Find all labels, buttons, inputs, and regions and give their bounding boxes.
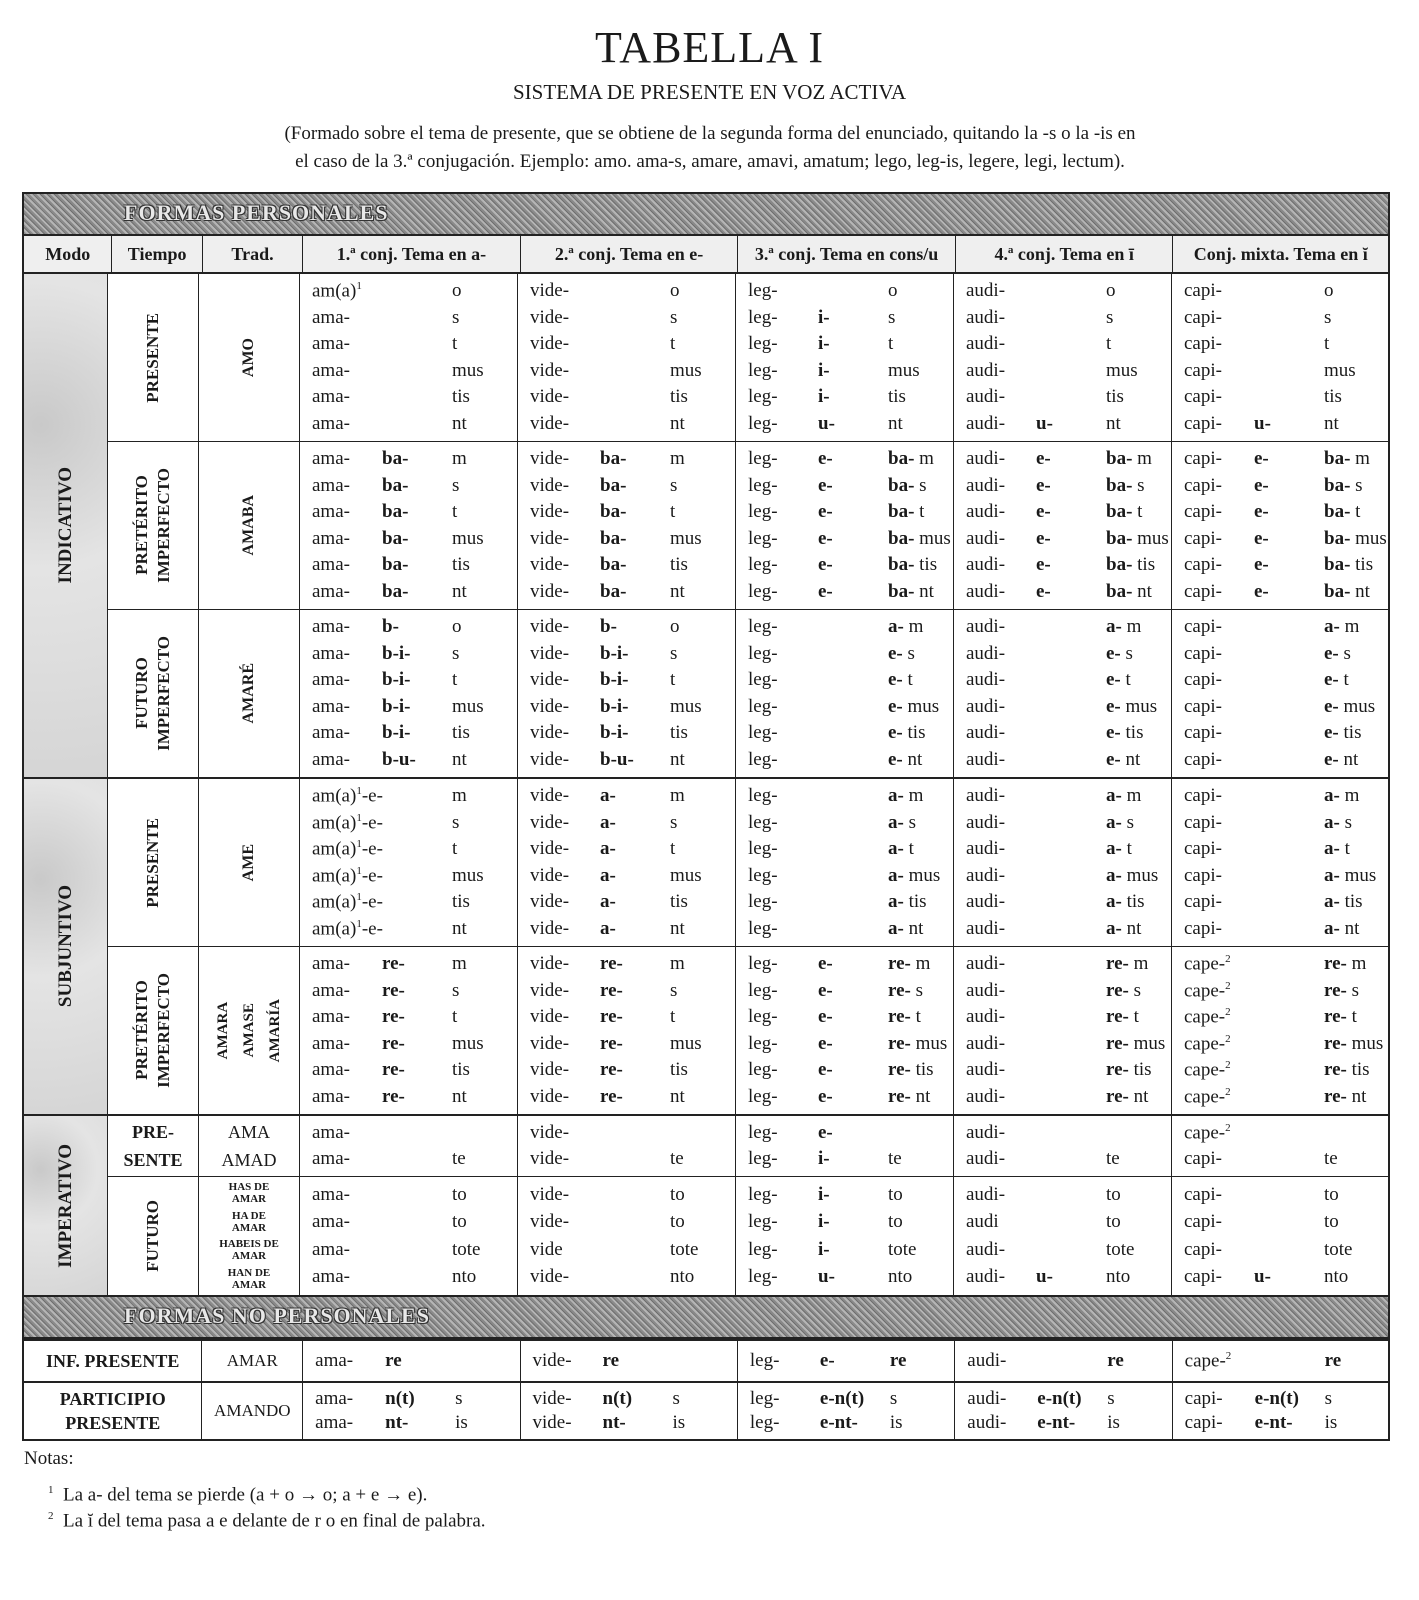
- form-row: leg- e- re- tis: [748, 1059, 934, 1081]
- form-row: ama- b- o: [312, 616, 462, 638]
- conj-cell: [1173, 1383, 1388, 1439]
- form-row: ama- nt: [312, 412, 467, 434]
- tense-name: PRETÉRITO IMPERFECTO: [108, 442, 199, 609]
- form-row: $am(a)^1-e-$ tis: [312, 891, 470, 913]
- form-row: cape-$^2$ re- t: [1184, 1006, 1357, 1028]
- form-row: audi- re- nt: [966, 1085, 1149, 1107]
- form-row: leg- a- mus: [748, 864, 941, 886]
- form-row: leg- i- tote: [748, 1238, 917, 1260]
- form-row: leg- a- m: [748, 616, 924, 638]
- form-row: ama- n(t) s: [315, 1388, 463, 1409]
- form-row: $am(a)^1-e-$ nt: [312, 917, 467, 939]
- tense-sub_imp: [108, 947, 1388, 1114]
- form-row: ama- re: [315, 1350, 402, 1371]
- conj-cell: [736, 947, 954, 1114]
- tense-ind_fut: [108, 610, 1388, 777]
- form-row: audi- tote: [966, 1238, 1135, 1260]
- conj-cell: [955, 1383, 1172, 1439]
- form-row: audi- a- s: [966, 811, 1134, 833]
- tense-ind_pres: [108, 274, 1388, 442]
- form-row: audi- e-n(t) s: [967, 1388, 1115, 1409]
- form-row: vide- a- s: [530, 811, 678, 833]
- form-row: leg- e-: [748, 1122, 833, 1143]
- tense-name: PRE- SENTE: [108, 1116, 199, 1176]
- page-title: TABELLA I: [594, 23, 825, 72]
- form-row: vide- a- tis: [530, 891, 688, 913]
- form-row: ama- t: [312, 333, 458, 355]
- tense-imp_fut: [108, 1177, 1388, 1295]
- form-row: ama-: [312, 1122, 350, 1143]
- form-row: ama- to: [312, 1211, 467, 1233]
- form-row: audi- e-nt- is: [967, 1412, 1120, 1433]
- conj-cell: [303, 1383, 520, 1439]
- form-row: leg- e- re: [749, 1350, 907, 1371]
- mood-label: IMPERATIVO: [54, 1143, 76, 1268]
- form-row: capi- e- tis: [1184, 722, 1362, 744]
- form-row: ama- re- nt: [312, 1085, 467, 1107]
- form-row: capi- to: [1184, 1183, 1339, 1205]
- form-row: leg- u- nto: [748, 1266, 913, 1288]
- form-row: vide- ba- mus: [530, 527, 702, 549]
- mood-label: SUBJUNTIVO: [54, 885, 76, 1008]
- conj-cell: [736, 779, 954, 946]
- form-row: vide- a- t: [530, 838, 676, 860]
- form-row: vide- nt: [530, 412, 685, 434]
- form-row: vide- re- m: [530, 953, 685, 975]
- form-row: vide- to: [530, 1211, 685, 1233]
- form-row: ama- b-i- mus: [312, 695, 484, 717]
- form-row: ama- tote: [312, 1238, 481, 1260]
- intro-line-2: el caso de la 3.ª conjugación. Ejemplo: amo. ama-s, amare, amavi, amatum; lego, leg-is, legere, legi, lectum).: [295, 151, 1125, 172]
- form-row: ama- ba- nt: [312, 580, 467, 602]
- form-row: audi- e- ba- nt: [966, 580, 1152, 602]
- notes: [24, 1448, 486, 1532]
- form-row: capi- tis: [1184, 386, 1342, 408]
- form-row: audi- re- tis: [966, 1059, 1152, 1081]
- form-row: ama- b-i- tis: [312, 722, 470, 744]
- form-row: vide- re- s: [530, 979, 678, 1001]
- form-row: leg- a- t: [748, 838, 914, 860]
- form-translation: AMAR: [202, 1341, 303, 1381]
- form-row: vide- ba- nt: [530, 580, 685, 602]
- tense-name: FUTURO: [108, 1177, 199, 1295]
- form-row: ama- re- tis: [312, 1059, 470, 1081]
- form-row: capi- e- mus: [1184, 695, 1376, 717]
- form-row: vide-: [530, 1122, 570, 1143]
- form-row: vide- t: [530, 333, 676, 355]
- form-row: vide- mus: [530, 359, 702, 381]
- form-row: vide- b-i- s: [530, 642, 678, 664]
- conj-cell: [300, 442, 518, 609]
- form-row: vide- te: [530, 1148, 684, 1169]
- form-row: leg- e- re- m: [748, 953, 931, 975]
- form-row: audi- e- tis: [966, 722, 1144, 744]
- header-conj-3: 3.ª conj. Tema en cons/u: [738, 236, 956, 272]
- header-modo: Modo: [24, 236, 112, 272]
- form-row: audi- tis: [966, 386, 1124, 408]
- form-row: audi- re: [967, 1350, 1124, 1371]
- tense-name: PRETÉRITO IMPERFECTO: [108, 947, 199, 1114]
- tense-translation: AMA AMAD: [199, 1116, 300, 1176]
- form-row: vide tote: [530, 1238, 699, 1260]
- tense-name: PRESENTE: [108, 274, 199, 441]
- form-row: ama- ba- tis: [312, 554, 470, 576]
- form-row: $am(a)^1-e-$ t: [312, 838, 458, 860]
- form-row: capi- e- t: [1184, 669, 1349, 691]
- form-row: $am(a)^1-e-$ s: [312, 811, 460, 833]
- form-row: ama- nto: [312, 1266, 477, 1288]
- form-row: capi- t: [1184, 333, 1330, 355]
- form-row: leg- a- s: [748, 811, 916, 833]
- form-row: $am(a)^1$ o: [312, 280, 462, 302]
- conj-cell: [300, 1116, 518, 1176]
- form-name: INF. PRESENTE: [24, 1341, 202, 1381]
- form-row: cape-$^2$: [1184, 1121, 1231, 1144]
- form-row: leg- e- ba- nt: [748, 580, 934, 602]
- form-row: vide- ba- tis: [530, 554, 688, 576]
- form-row: ama- tis: [312, 386, 470, 408]
- conj-cell: [954, 1177, 1172, 1295]
- form-row: leg- e- mus: [748, 695, 940, 717]
- form-row: capi- e-n(t) s: [1184, 1388, 1333, 1409]
- conj-cell: [300, 779, 518, 946]
- form-row: vide- a- m: [530, 785, 685, 807]
- form-row: leg- e- ba- mus: [748, 527, 951, 549]
- conj-cell: [300, 1177, 518, 1295]
- form-row: ama- s: [312, 306, 460, 328]
- tense-sub_pres: [108, 779, 1388, 947]
- form-row: leg- e- tis: [748, 722, 926, 744]
- tense-translation: AME: [199, 779, 300, 946]
- conj-cell: [1172, 610, 1388, 777]
- form-row: capi- a- mus: [1184, 864, 1377, 886]
- form-row: audi- te: [966, 1148, 1120, 1169]
- form-row: leg- e- re- nt: [748, 1085, 931, 1107]
- tense-translation: AMARÉ: [199, 610, 300, 777]
- nonpersonal-part: [24, 1381, 1388, 1439]
- form-row: capi- e- ba- mus: [1184, 527, 1387, 549]
- conj-cell: [736, 442, 954, 609]
- header-conj-1: 1.ª conj. Tema en a-: [303, 236, 521, 272]
- form-row: capi- mus: [1184, 359, 1356, 381]
- form-row: ama- ba- t: [312, 501, 458, 523]
- form-row: vide- b-i- tis: [530, 722, 688, 744]
- form-name: PARTICIPIO PRESENTE: [24, 1383, 202, 1439]
- form-row: leg- e- ba- tis: [748, 554, 938, 576]
- form-row: audi- e- t: [966, 669, 1131, 691]
- conj-cell: [736, 274, 954, 441]
- form-row: audi- e- ba- m: [966, 448, 1152, 470]
- form-row: leg- e- re- s: [748, 979, 924, 1001]
- form-row: capi- a- s: [1184, 811, 1352, 833]
- form-row: leg- i- to: [748, 1183, 903, 1205]
- form-row: capi- e- ba- t: [1184, 501, 1361, 523]
- form-row: capi- o: [1184, 280, 1334, 302]
- form-row: vide- re: [532, 1350, 620, 1371]
- conj-cell: [954, 274, 1172, 441]
- form-row: capi- e- nt: [1184, 748, 1359, 770]
- conj-cell: [518, 1116, 736, 1176]
- conj-cell: [303, 1341, 520, 1381]
- tense-translation: HAS DE AMAR HA DE AMAR HABEIS DE AMAR HAN DE AMAR: [199, 1177, 300, 1295]
- tense-translation: AMO: [199, 274, 300, 441]
- conj-cell: [518, 947, 736, 1114]
- conj-cell: [300, 947, 518, 1114]
- form-row: vide- re- tis: [530, 1059, 688, 1081]
- form-row: vide- tis: [530, 386, 688, 408]
- header-conj-4: 4.ª conj. Tema en ī: [956, 236, 1174, 272]
- header-tiempo: Tiempo: [112, 236, 202, 272]
- form-row: audi- t: [966, 333, 1112, 355]
- conj-cell: [300, 610, 518, 777]
- mood-subjuntivo: [24, 779, 1388, 1116]
- form-row: leg- a- nt: [748, 917, 924, 939]
- mood-indicativo: [24, 274, 1388, 779]
- conj-cell: [738, 1341, 955, 1381]
- form-row: cape-$^2$ re: [1184, 1349, 1342, 1372]
- form-row: vide- b-i- t: [530, 669, 676, 691]
- form-row: ama- ba- mus: [312, 527, 484, 549]
- conj-cell: [1173, 1341, 1388, 1381]
- form-row: audi- e- ba- s: [966, 474, 1145, 496]
- form-row: audi- re- t: [966, 1006, 1139, 1028]
- form-row: cape-$^2$ re- nt: [1184, 1085, 1367, 1107]
- conj-cell: [954, 1116, 1172, 1176]
- form-row: leg- e- ba- t: [748, 501, 925, 523]
- form-row: ama- re- s: [312, 979, 460, 1001]
- form-row: vide- ba- t: [530, 501, 676, 523]
- conj-cell: [954, 442, 1172, 609]
- header-trad: Trad.: [203, 236, 303, 272]
- form-row: audi- u- nt: [966, 412, 1121, 434]
- form-row: capi- te: [1184, 1148, 1338, 1169]
- form-row: audi-: [966, 1122, 1006, 1143]
- form-row: leg- e- re- t: [748, 1006, 921, 1028]
- form-row: capi- a- nt: [1184, 917, 1360, 939]
- form-row: $am(a)^1-e-$ mus: [312, 864, 484, 886]
- form-row: audi- e- nt: [966, 748, 1141, 770]
- form-row: vide- n(t) s: [532, 1388, 680, 1409]
- tense-translation: AMARA AMASE AMARÍA: [199, 947, 300, 1114]
- conj-cell: [1172, 1177, 1388, 1295]
- form-translation: AMANDO: [202, 1383, 303, 1439]
- conj-cell: [736, 1116, 954, 1176]
- conj-cell: [518, 779, 736, 946]
- form-row: audi to: [966, 1211, 1121, 1233]
- form-row: capi- a- m: [1184, 616, 1360, 638]
- form-row: leg- o: [748, 280, 898, 302]
- header-conj-mixta: Conj. mixta. Tema en ĭ: [1173, 236, 1388, 272]
- band-nonpersonal: FORMAS NO PERSONALES: [24, 1295, 1388, 1339]
- form-row: ama- mus: [312, 359, 484, 381]
- form-row: vide- re- t: [530, 1006, 676, 1028]
- conj-cell: [518, 1177, 736, 1295]
- form-row: audi- e- s: [966, 642, 1133, 664]
- form-row: capi- u- nto: [1184, 1266, 1349, 1288]
- form-row: audi- e- ba- t: [966, 501, 1143, 523]
- form-row: leg- e-nt- is: [749, 1412, 903, 1433]
- form-row: vide- ba- s: [530, 474, 678, 496]
- form-row: vide- o: [530, 280, 680, 302]
- form-row: vide- nt- is: [532, 1412, 686, 1433]
- form-row: vide- b-i- mus: [530, 695, 702, 717]
- page-subtitle: SISTEMA DE PRESENTE EN VOZ ACTIVA: [512, 80, 906, 104]
- conj-cell: [300, 274, 518, 441]
- form-row: capi- e- s: [1184, 642, 1351, 664]
- form-row: capi- e- ba- tis: [1184, 554, 1374, 576]
- form-row: capi- a- t: [1184, 838, 1350, 860]
- form-row: ama- ba- s: [312, 474, 460, 496]
- conj-cell: [1172, 274, 1388, 441]
- form-row: capi- e-nt- is: [1184, 1412, 1338, 1433]
- conj-cell: [736, 1177, 954, 1295]
- form-row: ama- ba- m: [312, 448, 467, 470]
- form-row: cape-$^2$ re- tis: [1184, 1059, 1370, 1081]
- note-1: $^1$ La a- del tema se pierde (a + o → o; a + e → e).: [48, 1484, 428, 1506]
- form-row: leg- e- t: [748, 669, 913, 691]
- form-row: capi- a- m: [1184, 785, 1360, 807]
- form-row: capi- tote: [1184, 1238, 1353, 1260]
- tense-imp_pres: [108, 1116, 1388, 1177]
- form-row: ama- te: [312, 1148, 466, 1169]
- form-row: leg- a- m: [748, 785, 924, 807]
- conj-cell: [1172, 947, 1388, 1114]
- form-row: vide- a- mus: [530, 864, 702, 886]
- form-row: audi- a- tis: [966, 891, 1145, 913]
- form-row: leg- i- to: [748, 1211, 903, 1233]
- form-row: audi- re- m: [966, 953, 1149, 975]
- conj-cell: [954, 610, 1172, 777]
- form-row: leg- a- tis: [748, 891, 927, 913]
- form-row: audi- re- s: [966, 979, 1142, 1001]
- form-row: audi- to: [966, 1183, 1121, 1205]
- band-personal: FORMAS PERSONALES: [24, 194, 1388, 236]
- form-row: $am(a)^1-e-$ m: [312, 785, 467, 807]
- form-row: cape-$^2$ re- s: [1184, 979, 1360, 1001]
- form-row: audi- a- mus: [966, 864, 1159, 886]
- conj-cell: [518, 610, 736, 777]
- form-row: capi- u- nt: [1184, 412, 1339, 434]
- conj-cell: [955, 1341, 1172, 1381]
- form-row: ama- to: [312, 1183, 467, 1205]
- form-row: leg- i- te: [748, 1148, 902, 1169]
- form-row: leg- e- nt: [748, 748, 923, 770]
- form-row: vide- nto: [530, 1266, 695, 1288]
- form-row: leg- u- nt: [748, 412, 903, 434]
- form-row: capi- a- tis: [1184, 891, 1363, 913]
- form-row: capi- e- ba- nt: [1184, 580, 1370, 602]
- tense-name: PRESENTE: [108, 779, 199, 946]
- header-row: [24, 236, 1388, 274]
- form-row: leg- e- ba- s: [748, 474, 927, 496]
- form-row: audi- a- m: [966, 785, 1142, 807]
- conj-cell: [521, 1341, 738, 1381]
- form-row: vide- s: [530, 306, 678, 328]
- form-row: cape-$^2$ re- mus: [1184, 1032, 1384, 1054]
- form-row: vide- b- o: [530, 616, 680, 638]
- form-row: leg- e- re- mus: [748, 1032, 948, 1054]
- form-row: vide- re- nt: [530, 1085, 685, 1107]
- form-row: leg- i- t: [748, 333, 894, 355]
- intro-line-1: (Formado sobre el tema de presente, que se obtiene de la segunda forma del enunciado, quitando la -s o la -is en: [284, 123, 1136, 144]
- form-row: ama- b-i- s: [312, 642, 460, 664]
- form-row: audi- e- ba- mus: [966, 527, 1169, 549]
- form-row: audi- e- mus: [966, 695, 1158, 717]
- conj-cell: [1172, 779, 1388, 946]
- form-row: ama- re- mus: [312, 1032, 484, 1054]
- form-row: audi- e- ba- tis: [966, 554, 1156, 576]
- form-row: capi- to: [1184, 1211, 1339, 1233]
- form-row: leg- e- ba- m: [748, 448, 934, 470]
- conj-cell: [518, 274, 736, 441]
- tense-name: FUTURO IMPERFECTO: [108, 610, 199, 777]
- form-row: capi- e- ba- s: [1184, 474, 1363, 496]
- conjugation-table: [22, 192, 1390, 1441]
- form-row: vide- re- mus: [530, 1032, 702, 1054]
- form-row: audi- o: [966, 280, 1116, 302]
- intro-text: [150, 120, 1270, 176]
- note-2: $^2$ La ĭ del tema pasa a e delante de r o en final de palabra.: [48, 1510, 486, 1532]
- form-row: audi- re- mus: [966, 1032, 1166, 1054]
- header-conj-2: 2.ª conj. Tema en e-: [521, 236, 739, 272]
- form-row: capi- s: [1184, 306, 1332, 328]
- form-row: cape-$^2$ re- m: [1184, 953, 1367, 975]
- form-row: ama- b-u- nt: [312, 748, 467, 770]
- form-row: ama- re- t: [312, 1006, 458, 1028]
- conj-cell: [518, 442, 736, 609]
- form-row: vide- b-u- nt: [530, 748, 685, 770]
- nonpersonal-inf: [24, 1339, 1388, 1381]
- form-row: leg- e-n(t) s: [749, 1388, 898, 1409]
- conj-cell: [521, 1383, 738, 1439]
- notes-label: Notas:: [24, 1448, 74, 1469]
- form-row: leg- i- s: [748, 306, 896, 328]
- form-row: ama- b-i- t: [312, 669, 458, 691]
- form-row: leg- e- s: [748, 642, 915, 664]
- tense-translation: AMABA: [199, 442, 300, 609]
- mood-label: INDICATIVO: [54, 467, 76, 584]
- conj-cell: [738, 1383, 955, 1439]
- form-row: vide- to: [530, 1183, 685, 1205]
- mood-imperativo: [24, 1116, 1388, 1295]
- form-row: audi- a- nt: [966, 917, 1142, 939]
- conj-cell: [954, 947, 1172, 1114]
- form-row: audi- a- m: [966, 616, 1142, 638]
- form-row: vide- a- nt: [530, 917, 685, 939]
- conj-cell: [736, 610, 954, 777]
- form-row: audi- mus: [966, 359, 1138, 381]
- tense-ind_imp: [108, 442, 1388, 610]
- form-row: leg- i- mus: [748, 359, 920, 381]
- form-row: capi- e- ba- m: [1184, 448, 1370, 470]
- conj-cell: [1172, 1116, 1388, 1176]
- form-row: audi- a- t: [966, 838, 1132, 860]
- conj-cell: [1172, 442, 1388, 609]
- conj-cell: [954, 779, 1172, 946]
- form-row: audi- u- nto: [966, 1266, 1131, 1288]
- form-row: ama- re- m: [312, 953, 467, 975]
- form-row: vide- ba- m: [530, 448, 685, 470]
- form-row: ama- nt- is: [315, 1412, 468, 1433]
- form-row: audi- s: [966, 306, 1114, 328]
- form-row: leg- i- tis: [748, 386, 906, 408]
